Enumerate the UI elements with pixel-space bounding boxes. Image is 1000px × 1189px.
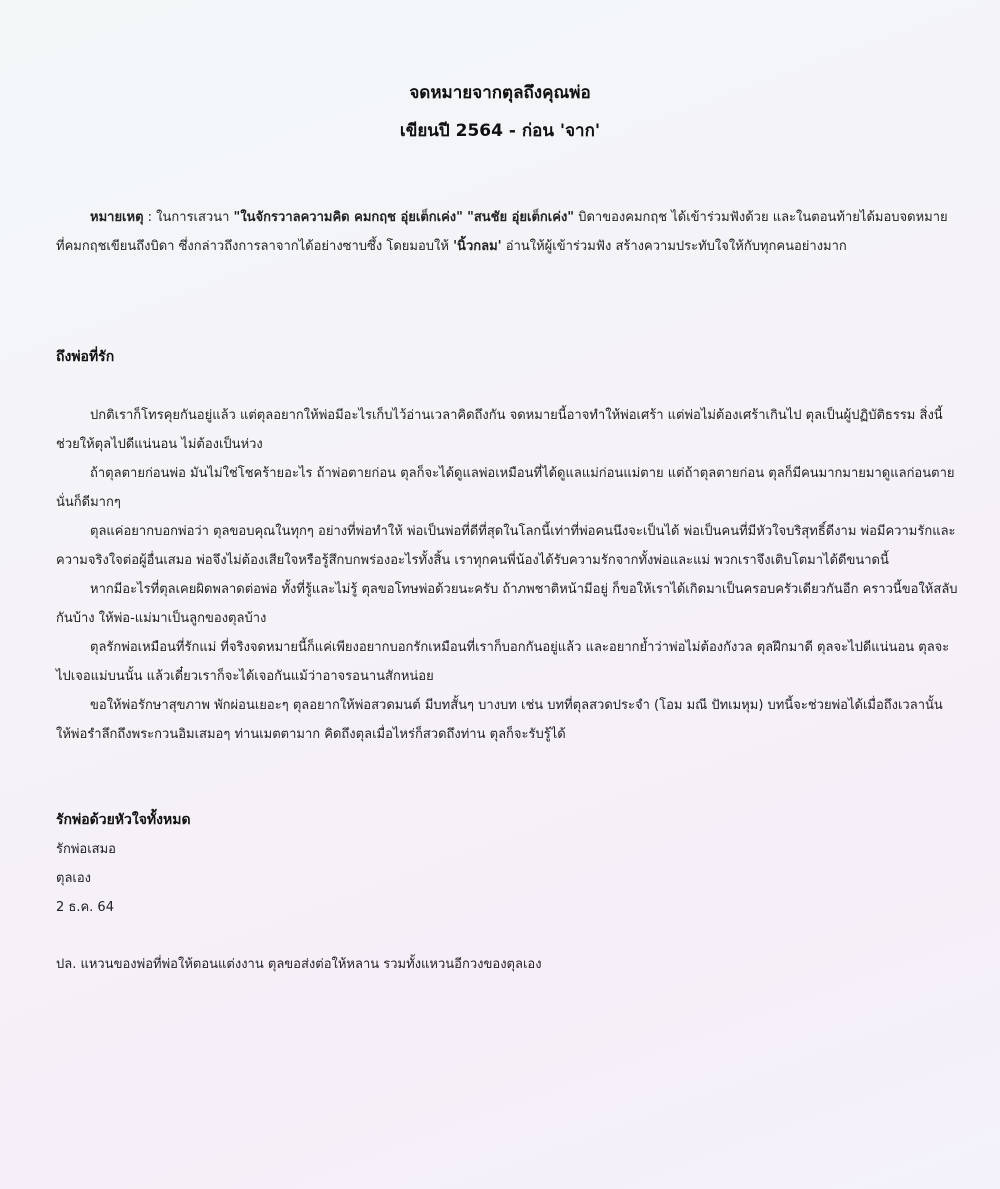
note-text-4: อ่านให้ผู้เข้าร่วมฟัง สร้างความประทับใจให้กับทุกคนอย่างมาก — [501, 239, 847, 254]
closing-line: รักพ่อด้วยหัวใจทั้งหมด — [56, 812, 191, 828]
page-subtitle: เขียนปี 2564 - ก่อน 'จาก' — [399, 121, 601, 141]
note-text-3: บิดาของคมกฤช ได้เข้าร่วมฟังด้วย และในตอนท้ายได้มอบจดหมายที่คมกฤชเขียนถึงบิดา ซึ่งกล่าวถึงการลาจากได้อย่างซาบซึ้ง โดยมอบให้ — [56, 210, 948, 254]
letter-paragraph: หากมีอะไรที่ตุลเคยผิดพลาดต่อพ่อ ทั้งที่รู้และไม่รู้ ตุลขอโทษพ่อด้วยนะครับ ถ้าภพชาติหน้ามีอยู่ ก็ขอให้เราได้เกิดมาเป็นครอบครัวเดียวกันอีก คราวนี้ขอให้สลับกันบ้าง ให้พ่อ-แม่มาเป็นลูกของตุลบ้าง — [56, 582, 958, 626]
letter-paragraph: ตุลรักพ่อเหมือนที่รักแม่ ที่จริงจดหมายนี้ก็แค่เพียงอยากบอกรักเหมือนที่เราก็บอกกันอยู่แล้ว และอยากย้ำว่าพ่อไม่ต้องกังวล ตุลฝึกมาดี ตุลจะไปดีแน่นอน ตุลจะไปเจอแม่บนนั้น แล้วเดี๋ยวเราก็จะได้เจอกันแม้ว่าอาจรอนานสักหน่อย — [56, 640, 950, 684]
letter-paragraph: ขอให้พ่อรักษาสุขภาพ พักผ่อนเยอะๆ ตุลอยากให้พ่อสวดมนต์ มีบทสั้นๆ บางบท เช่น บทที่ตุลสวดประจำ (โอม มณี ปัทเมหุม) บทนี้จะช่วยพ่อได้เมื่อถึงเวลานั้น ให้พ่อรำลึกถึงพระกวนอิมเสมอๆ ท่านเมตตามาก คิดถึงตุลเมื่อไหร่ก็สวดถึงท่าน ตุลก็จะรับรู้ได้ — [56, 698, 943, 742]
note-father-name: "สนชัย อุ่ยเต็กเค่ง" — [467, 210, 575, 225]
note-event-name: "ในจักรวาลความคิด คมกฤช อุ่ยเต็กเค่ง" — [233, 210, 463, 225]
letter-body — [56, 401, 961, 749]
page-title: จดหมายจากตุลถึงคุณพ่อ — [409, 83, 591, 103]
letter-paragraph: ปกติเราก็โทรคุยกันอยู่แล้ว แต่ตุลอยากให้พ่อมีอะไรเก็บไว้อ่านเวลาคิดถึงกัน จดหมายนี้อาจทำให้พ่อเศร้า แต่พ่อไม่ต้องเศร้าเกินไป ตุลเป็นผู้ปฏิบัติธรรม สิ่งนี้ช่วยให้ตุลไปดีแน่นอน ไม่ต้องเป็นห่วง — [56, 408, 943, 452]
note-text-1: : ในการเสวนา — [143, 210, 234, 225]
letter-paragraph: ตุลแค่อยากบอกพ่อว่า ตุลขอบคุณในทุกๆ อย่างที่พ่อทำให้ พ่อเป็นพ่อที่ดีที่สุดในโลกนี้เท่าที่พ่อคนนึงจะเป็นได้ พ่อเป็นคนที่มีหัวใจบริสุทธิ์ดีงาม พ่อมีความรักและความจริงใจต่อผู้อื่นเสมอ พ่อจึงไม่ต้องเสียใจหรือรู้สึกบกพร่องอะไรทั้งสิ้น เราทุกคนพี่น้องได้รับความรักจากทั้งพ่อและแม่ พวกเราจึงเติบโตมาได้ดีขนาดนี้ — [56, 524, 956, 568]
letter-salutation: ถึงพ่อที่รัก — [56, 349, 115, 365]
signature: ตุลเอง — [56, 871, 92, 886]
editor-note — [56, 203, 956, 261]
note-reader-name: 'นิ้วกลม' — [453, 239, 502, 254]
postscript: ปล. แหวนของพ่อที่พ่อให้ตอนแต่งงาน ตุลขอส่งต่อให้หลาน รวมทั้งแหวนอีกวงของตุลเอง — [56, 957, 542, 972]
note-label: หมายเหตุ — [90, 210, 144, 225]
closing-secondary: รักพ่อเสมอ — [56, 842, 116, 857]
letter-paragraph: ถ้าตุลตายก่อนพ่อ มันไม่ใช่โชคร้ายอะไร ถ้าพ่อตายก่อน ตุลก็จะได้ดูแลพ่อเหมือนที่ได้ดูแลแม่ก่อนแม่ตาย แต่ถ้าตุลตายก่อน ตุลก็มีคนมากมายมาดูแลก่อนตาย นั่นก็ดีมากๆ — [56, 466, 955, 510]
letter-closing — [56, 806, 191, 922]
letter-date: 2 ธ.ค. 64 — [56, 900, 114, 915]
